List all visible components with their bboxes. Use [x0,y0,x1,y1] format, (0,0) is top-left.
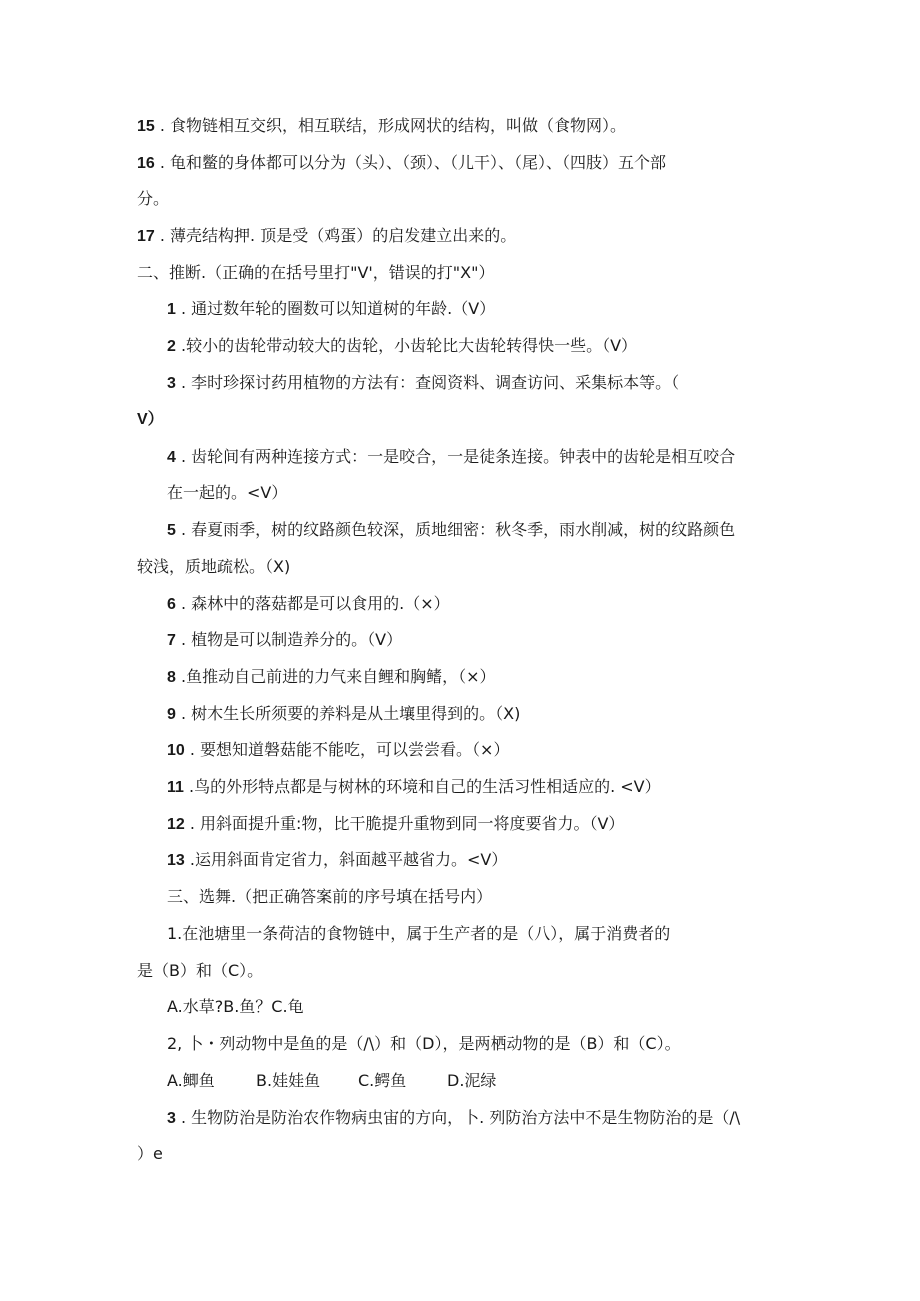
item-17 [137,225,516,248]
judgment-item-7 [167,629,402,652]
item-number: 1 [167,301,176,318]
item-number: 13 [167,852,185,869]
item-text: . 龟和鳖的身体都可以分为（头）、（颈）、（儿干）、（尾）、（四肢）五个部 [154,153,667,172]
item-15 [137,115,626,138]
section-heading-judgment: 二、推断.（正确的在括号里打"V'，错误的打"X"） [137,263,495,282]
item-number: 15 [137,118,155,135]
item-text: .鱼推动自己前进的力气来自鲤和胸鳍，（×） [175,667,496,686]
item-16-cont: 分。 [137,189,170,208]
choice-item-2-option-b: B.娃娃鱼 [256,1071,321,1090]
item-text: . 用斜面提升重:物，比干脆提升重物到同一将度要省力。（V） [184,814,625,833]
choice-item-2-option-d: D.泥绿 [447,1071,497,1090]
judgment-item-13 [167,849,507,872]
item-16 [137,152,666,175]
judgment-item-3 [167,372,679,395]
item-text: . 树木生长所须要的养料是从土壤里得到的。（X) [175,704,521,723]
item-number: 8 [167,669,176,686]
choice-item-2: 2, 卜・列动物中是鱼的是（/\）和（D），是两栖动物的是（B）和（C）。 [167,1034,681,1053]
judgment-item-8 [167,666,496,689]
item-number: 3 [167,1110,176,1127]
item-text: .运用斜面肯定省力，斜面越平越省力。<V） [184,850,508,869]
item-text: . 通过数年轮的圈数可以知道树的年龄.（V） [175,299,496,318]
item-number: 17 [137,228,155,245]
choice-item-3 [167,1107,740,1130]
item-number: 5 [167,522,176,539]
choice-item-3-cont: ）e [137,1144,163,1163]
item-text: . 要想知道磐菇能不能吃，可以尝尝看。（×） [184,740,510,759]
judgment-item-1 [167,298,495,321]
judgment-item-12 [167,813,624,836]
judgment-item-3-cont: V） [137,411,164,428]
judgment-item-10 [167,739,509,762]
judgment-item-11 [167,776,661,799]
item-text: . 齿轮间有两种连接方式：一是咬合，一是徒条连接。钟表中的齿轮是相互咬合 [175,447,736,466]
item-number: 6 [167,596,176,613]
item-text: . 李时珍探讨药用植物的方法有：查阅资料、调查访问、采集标本等。（ [175,373,680,392]
section-heading-choice: 三、选舞.（把正确答案前的序号填在括号内） [167,887,493,906]
choice-item-1-cont: 是（B）和（C）。 [137,961,264,980]
judgment-item-5 [167,519,735,542]
item-text: . 薄壳结构押. 顶是受（鸡蛋）的启发建立出来的。 [154,226,517,245]
judgment-item-4-cont: 在一起的。<V） [167,483,288,502]
item-number: 3 [167,375,176,392]
item-number: 12 [167,816,185,833]
judgment-item-9 [167,703,520,726]
judgment-item-2 [167,335,637,358]
judgment-item-6 [167,593,450,616]
item-text: . 食物链相互交织，相互联结，形成网状的结构，叫做（食物网）。 [154,116,627,135]
item-number: 2 [167,338,176,355]
item-number: 11 [167,779,184,796]
choice-item-2-option-c: C.鳄鱼 [358,1071,407,1090]
choice-item-2-option-a: A.鲫鱼 [167,1071,215,1090]
item-text: .较小的齿轮带动较大的齿轮，小齿轮比大齿轮转得快一些。（V） [175,336,638,355]
choice-item-1: 1.在池塘里一条荷洁的食物链中，属于生产者的是（八），属于消费者的 [167,924,671,943]
item-text: . 春夏雨季，树的纹路颜色较深，质地细密：秋冬季，雨水削减，树的纹路颜色 [175,520,736,539]
judgment-item-5-cont: 较浅，质地疏松。（X) [137,557,291,576]
item-number: 4 [167,449,176,466]
item-text: .鸟的外形特点都是与树林的环境和自己的生活习性相适应的. <V） [183,777,661,796]
judgment-item-4 [167,446,735,469]
item-number: 9 [167,706,176,723]
item-text: . 森林中的落菇都是可以食用的.（×） [175,594,450,613]
item-number: 7 [167,632,176,649]
item-number: 16 [137,155,155,172]
choice-item-1-options: A.水草?B.鱼？C.龟 [167,997,304,1016]
item-number: 10 [167,742,185,759]
item-text: . 生物防治是防治农作物病虫宙的方向，卜. 列防治方法中不是生物防治的是（/\ [175,1108,741,1127]
item-text: . 植物是可以制造养分的。（V） [175,630,403,649]
